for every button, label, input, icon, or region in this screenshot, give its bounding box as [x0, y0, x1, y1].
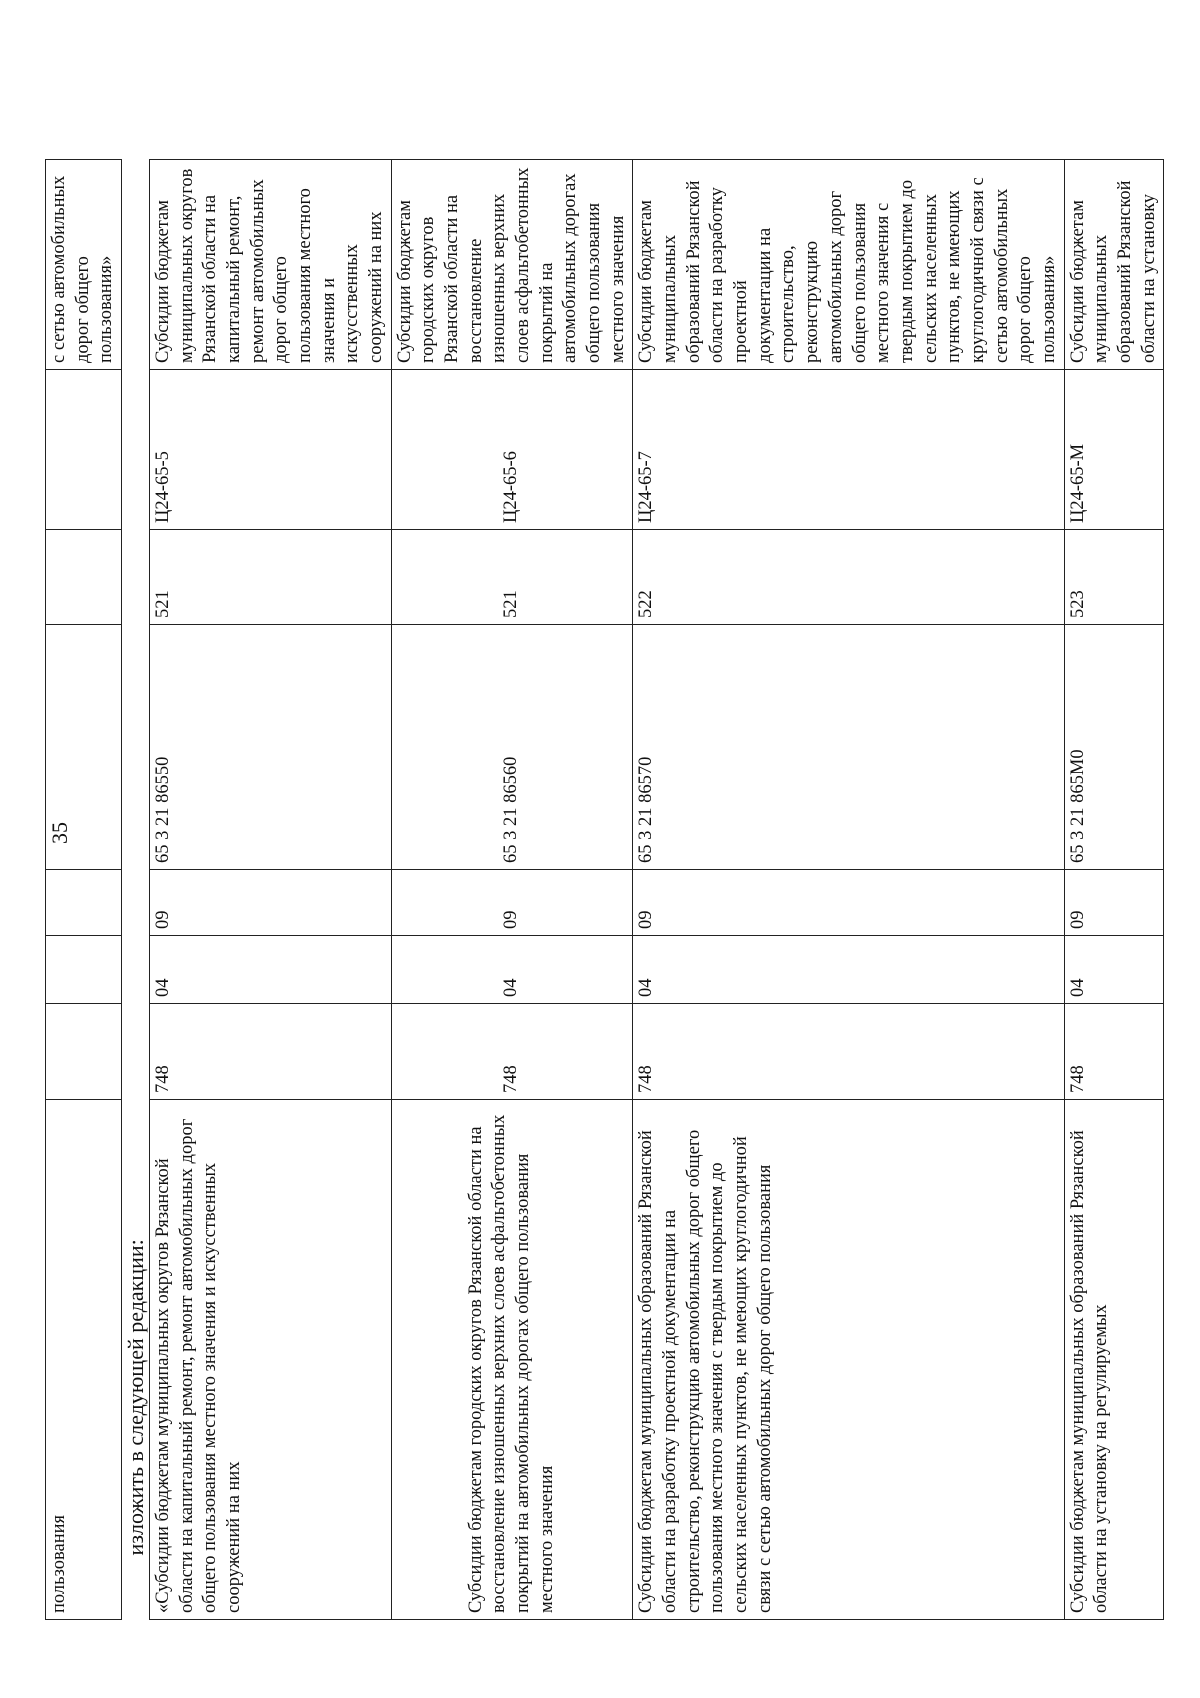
cell-description: с сетью автомобильных дорог общего пользования»: [46, 160, 122, 370]
cell-name: Субсидии бюджетам муниципальных образований Рязанской области на разработку проектной документации на строительство, реконструкцию автомобильных дорог общего пользования местного значения с твердым покрытием до сельских населенных пунктов, не имеющих круглогодичной связи с сетью автомобильных дорог общего пользования: [633, 1100, 1064, 1620]
cell-admin: 748: [150, 1004, 392, 1100]
cell-code: Ц24-65-7: [633, 370, 1064, 530]
cell-description: Субсидии бюджетам городских округов Рязанской области на восстановление изношенных верхних слоев асфальтобетонных покрытий на автомобильных дорогах общего пользования местного значения: [391, 160, 633, 370]
cell-expense-type: 522: [633, 530, 1064, 625]
cell-subsection: 09: [391, 870, 633, 936]
cell-target-article: 65 3 21 86560: [391, 625, 633, 870]
cell-section: [46, 936, 122, 1004]
table-row: [391, 160, 633, 1620]
cell-section: 04: [391, 936, 633, 1004]
cell-section: 04: [633, 936, 1064, 1004]
cell-code: Ц24-65-М: [1064, 370, 1164, 530]
cell-name: пользования: [46, 1100, 122, 1620]
intro-text: изложить в следующей редакции:: [122, 160, 150, 1620]
budget-table: [45, 159, 1164, 1620]
cell-subsection: 09: [1064, 870, 1164, 936]
cell-target-article: 65 3 21 86550: [150, 625, 392, 870]
cell-code: Ц24-65-5: [150, 370, 392, 530]
cell-expense-type: 523: [1064, 530, 1164, 625]
cell-target-article: [46, 625, 122, 870]
cell-name: «Субсидии бюджетам муниципальных округов Рязанской области на капитальный ремонт, ремонт автомобильных дорог общего пользования местного значения и искусственных сооружений на них: [150, 1100, 392, 1620]
cell-description: Субсидии бюджетам муниципальных округов Рязанской области на капитальный ремонт, ремонт автомобильных дорог общего пользования местного значения и искусственных сооружений на них: [150, 160, 392, 370]
intro-row: [122, 160, 150, 1620]
cell-section: 04: [1064, 936, 1164, 1004]
cell-target-article: 65 3 21 86570: [633, 625, 1064, 870]
cell-expense-type: 521: [150, 530, 392, 625]
cell-code: [46, 370, 122, 530]
cell-admin: 748: [633, 1004, 1064, 1100]
cell-subsection: 09: [150, 870, 392, 936]
cell-expense-type: [46, 530, 122, 625]
cell-subsection: 09: [633, 870, 1064, 936]
table-row: [150, 160, 392, 1620]
cell-subsection: [46, 870, 122, 936]
cell-code: Ц24-65-6: [391, 370, 633, 530]
cell-name: Субсидии бюджетам муниципальных образований Рязанской области на установку на регулируемых: [1064, 1100, 1164, 1620]
cell-section: 04: [150, 936, 392, 1004]
cell-admin: 748: [1064, 1004, 1164, 1100]
page-number: 35: [47, 822, 72, 844]
cell-name: Субсидии бюджетам городских округов Рязанской области на восстановление изношенных верхних слоев асфальтобетонных покрытий на автомобильных дорогах общего пользования местного значения: [391, 1100, 633, 1620]
table-row: [1064, 160, 1164, 1620]
table-row: [46, 160, 122, 1620]
cell-admin: [46, 1004, 122, 1100]
cell-description: Субсидии бюджетам муниципальных образований Рязанской области на установку: [1064, 160, 1164, 370]
cell-expense-type: 521: [391, 530, 633, 625]
cell-description: Субсидии бюджетам муниципальных образований Рязанской области на разработку проектной документации на строительство, реконструкцию автомобильных дорог общего пользования местного значения с твердым покрытием до сельских населенных пунктов, не имеющих круглогодичной связи с сетью автомобильных дорог общего пользования»: [633, 160, 1064, 370]
cell-target-article: 65 3 21 865М0: [1064, 625, 1164, 870]
cell-admin: 748: [391, 1004, 633, 1100]
table-row: [633, 160, 1064, 1620]
